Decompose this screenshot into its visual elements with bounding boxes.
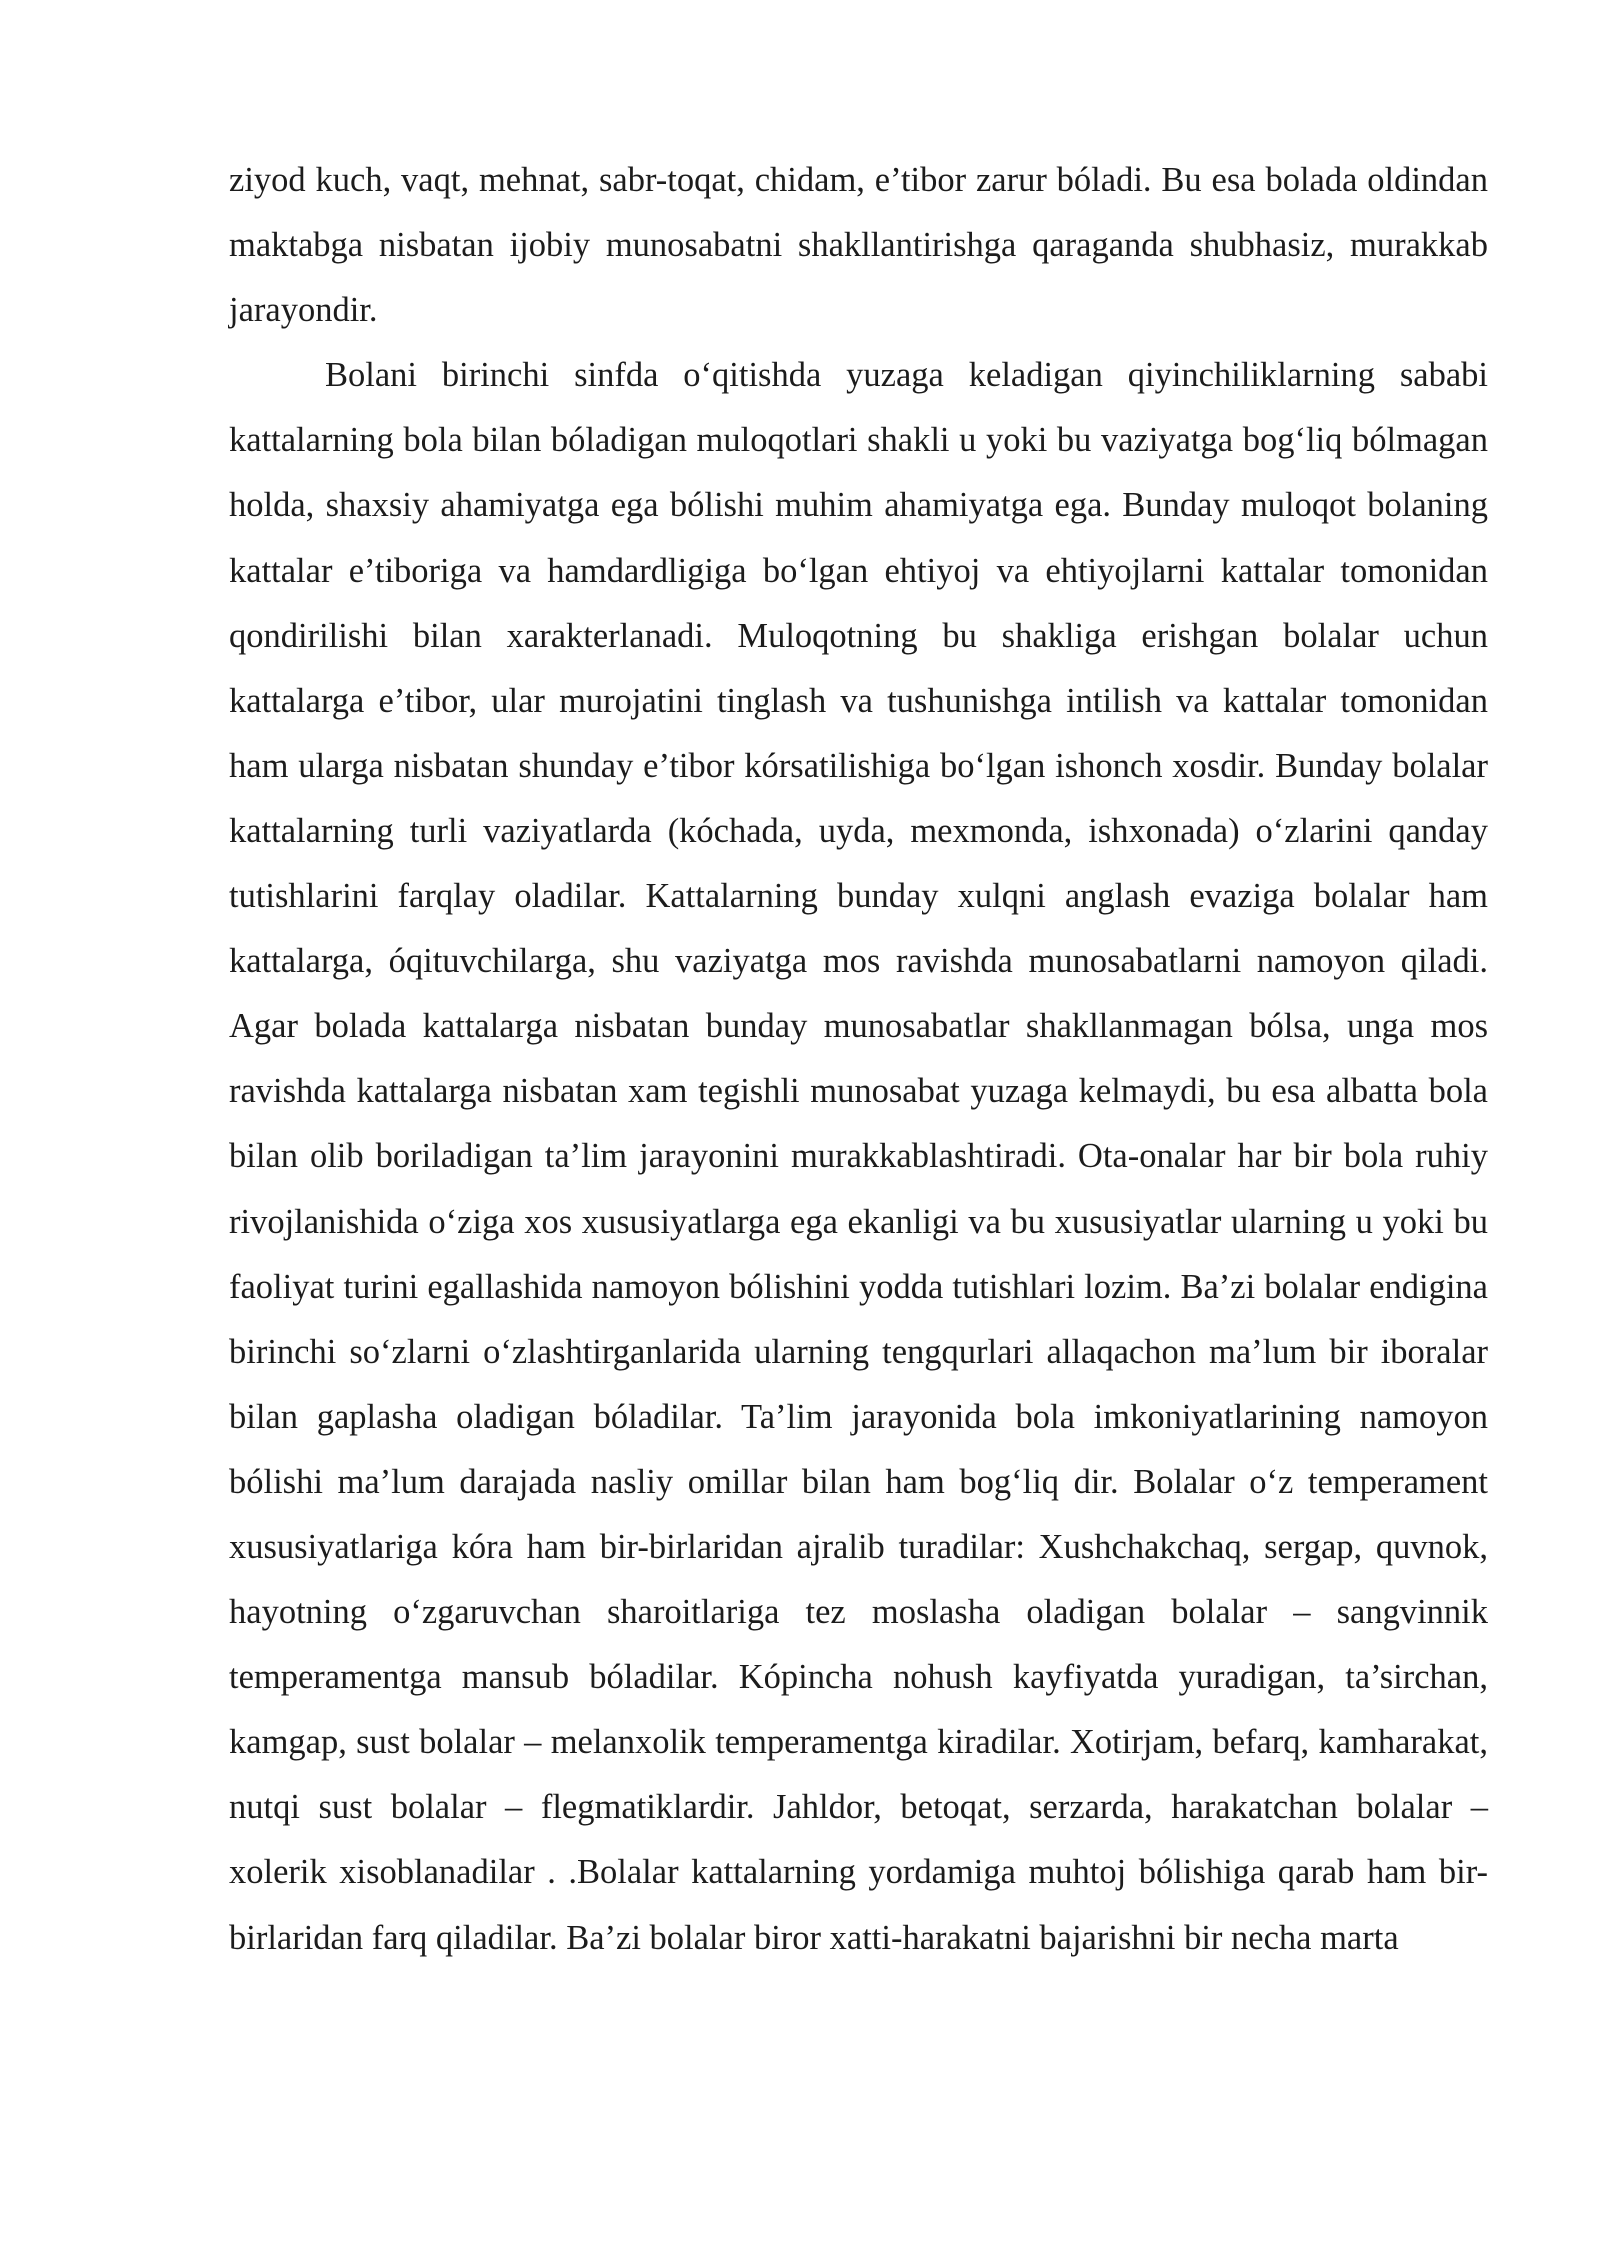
- paragraph-main: Bolani birinchi sinfda o‘qitishda yuzaga keladigan qiyinchiliklarning sababi kattalarning bola bilan bóladigan muloqotlari shakli u yoki bu vaziyatga bog‘liq bólmagan holda, shaxsiy ahamiyatga ega bólishi muhim ahamiyatga ega. Bunday muloqot bolaning kattalar e’tiboriga va hamdardligiga bo‘lgan ehtiyoj va ehtiyojlarni kattalar tomonidan qondirilishi bilan xarakterlanadi. Muloqotning bu shakliga erishgan bolalar uchun kattalarga e’tibor, ular murojatini tinglash va tushunishga intilish va kattalar tomonidan ham ularga nisbatan shunday e’tibor kórsatilishiga bo‘lgan ishonch xosdir. Bunday bolalar kattalarning turli vaziyatlarda (kóchada, uyda, mexmonda, ishxonada) o‘zlarini qanday tutishlarini farqlay oladilar. Kattalarning bunday xulqni anglash evaziga bolalar ham kattalarga, óqituvchilarga, shu vaziyatga mos ravishda munosabatlarni namoyon qiladi. Agar bolada kattalarga nisbatan bunday munosabatlar shakllanmagan bólsa, unga mos ravishda kattalarga nisbatan xam tegishli munosabat yuzaga kelmaydi, bu esa albatta bola bilan olib boriladigan ta’lim jarayonini murakkablashtiradi. Ota-onalar har bir bola ruhiy rivojlanishida o‘ziga xos xususiyatlarga ega ekanligi va bu xususiyatlar ularning u yoki bu faoliyat turini egallashida namoyon bólishini yodda tutishlari lozim. Ba’zi bolalar endigina birinchi so‘zlarni o‘zlashtirganlarida ularning tengqurlari allaqachon ma’lum bir iboralar bilan gaplasha oladigan bóladilar. Ta’lim jarayonida bola imkoniyatlarining namoyon bólishi ma’lum darajada nasliy omillar bilan ham bog‘liq dir. Bolalar o‘z temperament xususiyatlariga kóra ham bir-birlaridan ajralib turadilar: Xushchakchaq, sergap, quvnok, hayotning o‘zgaruvchan sharoitlariga tez moslasha oladigan bolalar – sangvinnik temperamentga mansub bóladilar. Kópincha nohush kayfiyatda yuradigan, ta’sirchan, kamgap, sust bolalar – melanxolik temperamentga kiradilar. Xotirjam, befarq, kamharakat, nutqi sust bolalar – flegmatiklardir. Jahldor, betoqat, serzarda, harakatchan bolalar – xolerik xisoblanadilar . .Bolalar kattalarning yordamiga muhtoj bólishiga qarab ham bir-birlaridan farq qiladilar. Ba’zi bolalar biror xatti-harakatni bajarishni bir necha marta: [229, 356, 1488, 1957]
- paragraph-continuation: ziyod kuch, vaqt, mehnat, sabr-toqat, chidam, e’tibor zarur bóladi. Bu esa bolada oldindan maktabga nisbatan ijobiy munosabatni shakllantirishga qaraganda shubhasiz, murakkab jarayondir.: [229, 161, 1488, 330]
- body-text: [229, 148, 1488, 1971]
